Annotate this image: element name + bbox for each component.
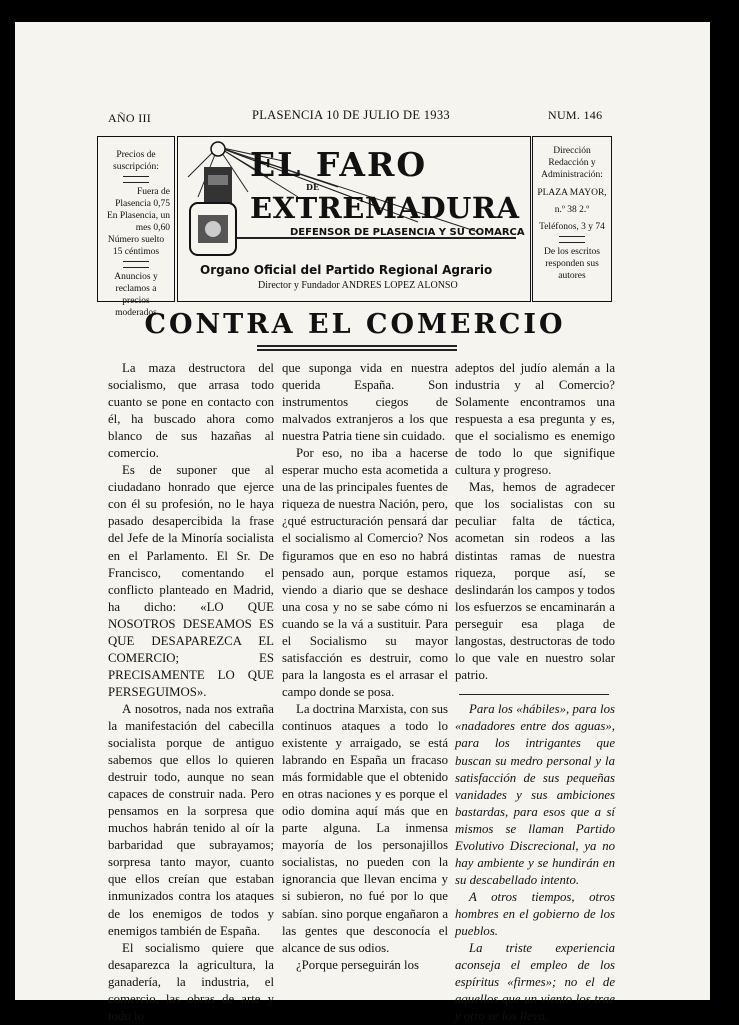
paragraph: Por eso, no iba a hacerse esperar mucho esta acometida a una de las principales fuentes de riqueza de nuestra Nación, pero, ¿qué estructuración pensará dar el socialismo al Comercio? Nos figuramos que en eso no habrá pensado aun, porque estamos viendo a diario que se deshace una cosa y no se sabe cómo ni cuando se la vá a sustituir. Para el Socialismo su mayor satisfacción es destruir, como para la langosta es el arrasar el campo donde se posa. [282, 446, 448, 699]
ornament-divider [123, 176, 149, 183]
masthead-title-1: EL FARO [250, 145, 428, 184]
subscription-title: Precios de suscripción: [113, 150, 159, 172]
italic-paragraph: A otros tiempos, otros hombres en el gobierno de los pueblos. [455, 889, 615, 938]
price-out: Fuera de Plasencia 0,75 [115, 187, 170, 209]
price-month: En Plasencia, un mes 0,60 [106, 211, 170, 233]
subscription-box [97, 136, 175, 318]
paragraph: A nosotros, nada nos extraña la manifestación del cabecilla socialista porque de antiguo sabemos que ellos lo quieren destruir todo, aunque no sean capaces de construir nada. Pero pensamos en la sorpresa que muchos habrán tenido al oír la barbaridad que subrayamos; sorpresa tanto mayor, cuanto que ellos creían que estaban inmunizados contra los ataques de los enemigos de todos y enemigos también de España. [108, 701, 274, 938]
headline-rule [257, 345, 457, 347]
address-title: Dirección Redacción y Administración: [541, 146, 603, 180]
masthead [177, 136, 531, 302]
ads-note: Anuncios y reclamos a precios moderados [114, 272, 158, 318]
place-date: PLASENCIA 10 DE JULIO DE 1933 [252, 108, 450, 122]
issue-number: NUM. 146 [548, 108, 603, 122]
ornament-divider [123, 261, 149, 268]
masthead-motto: DEFENSOR DE PLASENCIA Y SU COMARCA [290, 227, 525, 238]
paragraph: Mas, hemos de agradecer que los socialistas con su peculiar falta de táctica, acometan sin rodeos a las distintas ramas de nuestra riqueza, porque así, se deslindarán los campos y todos los esfuerzos se encaminarán a perseguir esa plaga de langostas, destructoras de todo lo que vale en nuestro solar patrio. [455, 480, 615, 682]
paragraph: El socialismo quiere que desaparezca la agricultura, la ganadería, la industria, el comercio, las obras de arte y todo lo [108, 940, 274, 1023]
masthead-de: DE [306, 182, 320, 192]
issue-year: AÑO III [108, 111, 152, 125]
article-column-3 [455, 360, 615, 1025]
headline-rule [257, 349, 457, 351]
paragraph: adeptos del judío alemán a la industria y al Comercio? Solamente encontramos una respuesta a esa pregunta y es, que el socialismo es enemigo de todo lo que signifique cultura y progreso. [455, 361, 615, 478]
director-line: Director y Fundador ANDRES LOPEZ ALONSO [258, 280, 458, 291]
italic-paragraph: Para los «hábiles», para los «nadadores entre dos aguas», para los intrigantes que buscan su medro personal y la satisfacción de sus pequeñas vanidades y sus ambiciones bastardas, para esos que a sí mismos se llaman Partido Evolutivo Discrecional, ya no hay ambiente y se hundirán en su descabellado intento. [455, 702, 615, 887]
address-line-1: PLAZA MAYOR, [537, 188, 607, 198]
masthead-title-2: EXTREMADURA [250, 191, 520, 225]
section-rule [459, 694, 609, 696]
paragraph: ¿Porque perseguirán los [296, 957, 419, 972]
paragraph: Es de suponer que al ciudadano honrado que ejerce con él su profesión, no le haya pasado desapercibida la frase del Jefe de la Minoría socialista en el Parlamento. El Sr. De Francisco, comentando el conflicto planteado en Madrid, ha dicho: «LO QUE NOSOTROS DESEAMOS ES QUE DESAPAREZCA EL COMERCIO; ES PRECISAMENTE LO QUE PERSEGUIMOS». [108, 463, 274, 699]
address-line-2: n.º 38 2.º [554, 205, 590, 215]
ornament-divider [559, 236, 585, 243]
address-box [532, 136, 612, 302]
paragraph: que suponga vida en nuestra querida España. Son instrumentos ciegos de malvados extranjeros a los que nuestra Patria tiene sin cuidado. [282, 361, 448, 444]
paragraph: La doctrina Marxista, con sus continuos ataques a todo lo existente y arraigado, se está labrando en España un fracaso más formidable que el obtenido en otras naciones y es porque el odio domina aquí más que en parte alguna. La inmensa mayoría de los personajillos socialistas, no pueden con la ignorancia que llevan encima y si subieron, no fué por lo que sabían. sino porque engañaron a las gentes que desconocía el alcance de sus odios. [282, 701, 448, 955]
headline: CONTRA EL COMERCIO [144, 309, 566, 340]
article-column-1 [108, 360, 274, 1025]
article-column-2 [282, 360, 448, 974]
price-single: Número suelto 15 céntimos [107, 235, 165, 257]
italic-paragraph: La triste experiencia aconseja el empleo de los espíritus «firmes»; no el de aquellos que un viento los trae y otro se los lleva. [455, 941, 615, 1024]
phones: Teléfonos, 3 y 74 [539, 222, 605, 232]
responsibility-note: De los escritos responden sus autores [544, 247, 600, 281]
organ-line: Organo Oficial del Partido Regional Agrario [200, 263, 493, 277]
paragraph: La maza destructora del socialismo, que arrasa todo cuanto se pone en contacto con él, ha buscado ahora como blanco de sus hazañas al comercio. [108, 361, 274, 461]
